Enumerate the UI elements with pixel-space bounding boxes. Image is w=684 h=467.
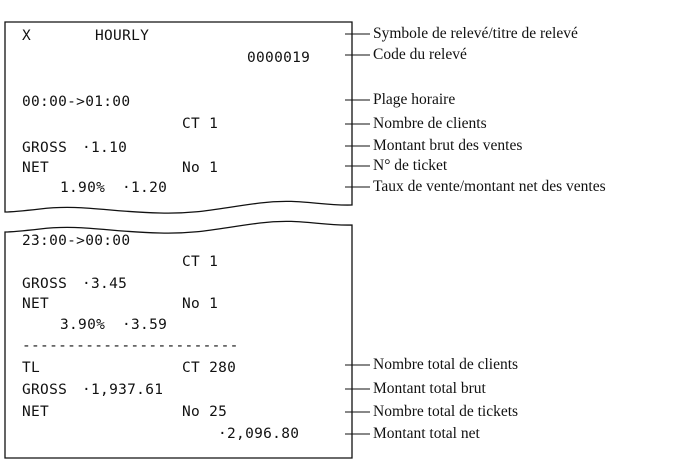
ticket-number: No 1 — [182, 296, 219, 312]
customer-count: CT 1 — [182, 254, 219, 270]
total-gross-label: GROSS — [22, 382, 68, 398]
callout-total-net: Montant total net — [373, 425, 480, 442]
gross-label: GROSS — [22, 140, 68, 156]
report-title: HOURLY — [95, 28, 150, 44]
report-code: 0000019 — [247, 50, 311, 66]
separator-line: ------------------------ — [22, 338, 239, 354]
callout-ticket-number: N° de ticket — [373, 157, 448, 174]
callout-gross-amount: Montant brut des ventes — [373, 137, 523, 154]
net-label: NET — [22, 296, 50, 312]
gross-label: GROSS — [22, 276, 68, 292]
callout-sales-rate: Taux de vente/montant net des ventes — [373, 178, 606, 195]
sales-rate: 3.90% — [60, 317, 106, 333]
total-net-label: NET — [22, 404, 50, 420]
gross-amount: ·3.45 — [82, 276, 128, 292]
total-label: TL — [22, 360, 41, 376]
total-customers: CT 280 — [182, 360, 237, 376]
net-amount: ·1.20 — [122, 180, 168, 196]
total-tickets: No 25 — [182, 404, 228, 420]
total-gross-amount: ·1,937.61 — [82, 382, 164, 398]
callout-total-tickets: Nombre total de tickets — [373, 403, 519, 420]
sales-rate: 1.90% — [60, 180, 106, 196]
callout-report-code: Code du relevé — [373, 46, 467, 63]
report-symbol: X — [22, 28, 32, 44]
total-net-amount: ·2,096.80 — [218, 426, 300, 442]
callout-time-range: Plage horaire — [373, 91, 456, 108]
callout-total-customers: Nombre total de clients — [373, 356, 519, 373]
callout-total-gross: Montant total brut — [373, 380, 486, 397]
customer-count: CT 1 — [182, 116, 219, 132]
gross-amount: ·1.10 — [82, 140, 128, 156]
net-amount: ·3.59 — [122, 317, 168, 333]
time-range: 23:00->00:00 — [22, 233, 131, 249]
time-range: 00:00->01:00 — [22, 94, 131, 110]
net-label: NET — [22, 160, 50, 176]
callout-report-title: Symbole de relevé/titre de relevé — [373, 25, 578, 42]
ticket-number: No 1 — [182, 160, 219, 176]
callout-customer-count: Nombre de clients — [373, 115, 487, 132]
